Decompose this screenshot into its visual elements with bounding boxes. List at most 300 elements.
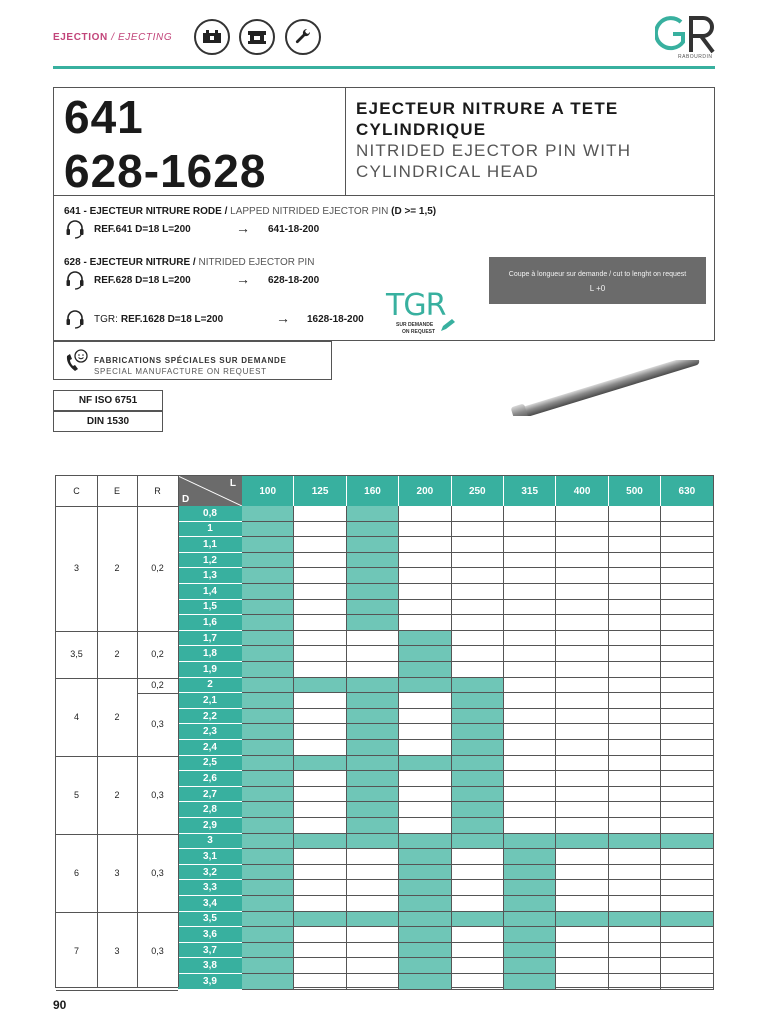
empty-cell [399, 709, 451, 725]
available-cell [347, 615, 399, 631]
empty-cell [661, 756, 713, 772]
empty-cell [556, 771, 608, 787]
diameter-cell: 3 [178, 834, 242, 850]
c-value: 4 [73, 711, 79, 722]
empty-cell [661, 724, 713, 740]
available-cell [399, 678, 451, 694]
length-header: 400 [556, 476, 607, 506]
available-cell [347, 584, 399, 600]
available-cell [504, 896, 556, 912]
empty-cell [399, 818, 451, 834]
empty-cell [556, 553, 608, 569]
empty-cell [452, 896, 504, 912]
r-value: 0,2 [151, 679, 164, 690]
available-cell [399, 943, 451, 959]
empty-cell [504, 771, 556, 787]
available-cell [347, 818, 399, 834]
empty-cell [347, 974, 399, 990]
logo-subtitle: RABOURDIN [678, 54, 713, 60]
empty-cell [452, 865, 504, 881]
empty-cell [347, 958, 399, 974]
available-cell [399, 849, 451, 865]
available-cell [242, 553, 294, 569]
empty-cell [294, 506, 346, 522]
empty-cell [399, 537, 451, 553]
empty-cell [452, 662, 504, 678]
empty-cell [556, 646, 608, 662]
empty-cell [294, 896, 346, 912]
e-value: 3 [114, 945, 120, 956]
length-header: 250 [452, 476, 503, 506]
empty-cell [504, 522, 556, 538]
empty-cell [556, 896, 608, 912]
empty-cell [661, 584, 713, 600]
product-code-2: 628-1628 [64, 145, 267, 197]
available-cell [242, 646, 294, 662]
available-cell [242, 756, 294, 772]
product-box [53, 87, 715, 341]
diameter-cell: 3,1 [178, 849, 242, 865]
special-fr: FABRICATIONS SPÉCIALES SUR DEMANDE [94, 356, 287, 365]
available-cell [347, 600, 399, 616]
available-cell [399, 662, 451, 678]
available-cell [347, 912, 399, 928]
available-cell [452, 678, 504, 694]
empty-cell [609, 896, 661, 912]
empty-cell [504, 568, 556, 584]
empty-cell [294, 522, 346, 538]
diameter-cell: 1,9 [178, 662, 242, 678]
empty-cell [294, 818, 346, 834]
empty-cell [609, 693, 661, 709]
diameter-cell: 3,3 [178, 880, 242, 896]
length-header: 125 [294, 476, 345, 506]
empty-cell [661, 537, 713, 553]
empty-cell [504, 584, 556, 600]
phone-smile-icon [64, 348, 90, 374]
pencil-icon [440, 318, 456, 332]
diameter-cell: 3,5 [178, 912, 242, 928]
length-header: 160 [347, 476, 398, 506]
available-cell [347, 537, 399, 553]
divider [178, 476, 179, 987]
available-cell [556, 912, 608, 928]
headset-icon [64, 269, 86, 291]
available-cell [242, 522, 294, 538]
empty-cell [556, 537, 608, 553]
diameter-cell: 2,9 [178, 818, 242, 834]
empty-cell [504, 506, 556, 522]
empty-cell [556, 802, 608, 818]
empty-cell [556, 600, 608, 616]
empty-cell [504, 615, 556, 631]
available-cell [347, 553, 399, 569]
diameter-cell: 2,6 [178, 771, 242, 787]
ref-1628-prefix: TGR: [94, 313, 118, 325]
tgr-sub-fr: SUR DEMANDE [396, 322, 434, 328]
empty-cell [452, 600, 504, 616]
empty-cell [661, 678, 713, 694]
available-cell [242, 662, 294, 678]
diameter-cell: 1,8 [178, 646, 242, 662]
available-cell [294, 678, 346, 694]
diameter-cell: 2,8 [178, 802, 242, 818]
empty-cell [661, 709, 713, 725]
empty-cell [504, 662, 556, 678]
empty-cell [609, 506, 661, 522]
empty-cell [661, 974, 713, 990]
available-cell [399, 646, 451, 662]
diameter-cell: 1,3 [178, 568, 242, 584]
e-value: 2 [114, 648, 120, 659]
available-cell [347, 771, 399, 787]
empty-cell [452, 522, 504, 538]
r-value: 0,3 [151, 789, 164, 800]
arrow-icon: → [236, 220, 250, 236]
empty-cell [294, 927, 346, 943]
empty-cell [452, 584, 504, 600]
ejector-pin-image [505, 360, 705, 416]
available-cell [294, 834, 346, 850]
empty-cell [661, 927, 713, 943]
available-cell [399, 880, 451, 896]
empty-cell [661, 802, 713, 818]
empty-cell [556, 678, 608, 694]
available-cell [242, 537, 294, 553]
divider [56, 990, 178, 991]
divider [137, 476, 138, 987]
available-cell [347, 522, 399, 538]
empty-cell [294, 709, 346, 725]
column-header-r: R [154, 486, 161, 496]
empty-cell [294, 615, 346, 631]
diameter-cell: 3,8 [178, 958, 242, 974]
diameter-cell: 1,7 [178, 631, 242, 647]
empty-cell [399, 506, 451, 522]
empty-cell [452, 958, 504, 974]
empty-cell [609, 615, 661, 631]
available-cell [452, 802, 504, 818]
tgr-sub-en: ON REQUEST [402, 329, 436, 335]
available-cell [347, 693, 399, 709]
dimensions-table [55, 475, 714, 988]
empty-cell [556, 787, 608, 803]
empty-cell [452, 974, 504, 990]
empty-cell [609, 662, 661, 678]
headset-icon [64, 218, 86, 240]
available-cell [242, 880, 294, 896]
available-cell [242, 600, 294, 616]
empty-cell [556, 568, 608, 584]
available-cell [609, 912, 661, 928]
empty-cell [661, 958, 713, 974]
cut-note-text: Coupe à longueur sur demande / cut to lenght on request [508, 271, 687, 278]
available-cell [399, 912, 451, 928]
empty-cell [609, 522, 661, 538]
available-cell [347, 787, 399, 803]
empty-cell [452, 506, 504, 522]
empty-cell [556, 756, 608, 772]
available-cell [242, 943, 294, 959]
length-header: 500 [609, 476, 660, 506]
r-value: 0,2 [151, 648, 164, 659]
available-cell [242, 802, 294, 818]
ref-628-spec: REF.628 D=18 L=200 [94, 274, 191, 286]
available-cell [242, 865, 294, 881]
empty-cell [347, 865, 399, 881]
corner-header [178, 476, 242, 506]
available-cell [504, 927, 556, 943]
c-value: 6 [73, 867, 79, 878]
available-cell [242, 974, 294, 990]
empty-cell [294, 787, 346, 803]
empty-cell [504, 693, 556, 709]
empty-cell [294, 537, 346, 553]
available-cell [242, 740, 294, 756]
empty-cell [347, 896, 399, 912]
product-title-cell [346, 88, 714, 196]
empty-cell [609, 553, 661, 569]
empty-cell [609, 678, 661, 694]
cut-note-tolerance: L +0 [589, 284, 606, 293]
empty-cell [661, 662, 713, 678]
e-value: 2 [114, 711, 120, 722]
empty-cell [661, 865, 713, 881]
available-cell [242, 568, 294, 584]
empty-cell [504, 678, 556, 694]
available-cell [242, 787, 294, 803]
norm-iso: NF ISO 6751 [53, 390, 163, 411]
empty-cell [661, 506, 713, 522]
empty-cell [609, 646, 661, 662]
ref-628-row [64, 269, 191, 291]
empty-cell [556, 943, 608, 959]
ref-641-spec: REF.641 D=18 L=200 [94, 223, 191, 235]
empty-cell [452, 880, 504, 896]
empty-cell [452, 568, 504, 584]
diameter-cell: 1,2 [178, 553, 242, 569]
empty-cell [609, 537, 661, 553]
cut-to-length-note [489, 257, 706, 304]
empty-cell [504, 756, 556, 772]
c-value: 5 [73, 789, 79, 800]
empty-cell [294, 724, 346, 740]
category-label [53, 32, 172, 43]
empty-cell [661, 771, 713, 787]
diameter-cell: 3,6 [178, 927, 242, 943]
available-cell [452, 912, 504, 928]
empty-cell [661, 693, 713, 709]
diameter-axis-label: D [182, 494, 190, 505]
available-cell [399, 756, 451, 772]
available-cell [452, 756, 504, 772]
empty-cell [294, 662, 346, 678]
empty-cell [347, 646, 399, 662]
empty-cell [609, 568, 661, 584]
ref-628-heading: 628 - EJECTEUR NITRURE / NITRIDED EJECTOR PIN [64, 257, 315, 268]
available-cell [452, 834, 504, 850]
r-value: 0,3 [151, 867, 164, 878]
ref-641-row [64, 218, 191, 240]
empty-cell [504, 631, 556, 647]
category-fr: EJECTION [53, 32, 108, 43]
empty-cell [609, 849, 661, 865]
wrench-icon [285, 19, 321, 55]
empty-cell [294, 646, 346, 662]
empty-cell [399, 615, 451, 631]
empty-cell [609, 756, 661, 772]
empty-cell [399, 522, 451, 538]
available-cell [504, 943, 556, 959]
empty-cell [609, 771, 661, 787]
r-value: 0,3 [151, 945, 164, 956]
empty-cell [347, 631, 399, 647]
e-value: 3 [114, 867, 120, 878]
divider [97, 476, 98, 987]
empty-cell [556, 709, 608, 725]
empty-cell [609, 709, 661, 725]
available-cell [399, 927, 451, 943]
diameter-cell: 2,5 [178, 756, 242, 772]
length-header: 100 [242, 476, 293, 506]
diameter-cell: 1,1 [178, 537, 242, 553]
product-code-1: 641 [64, 91, 144, 143]
title-fr-1: EJECTEUR NITRURE A TETE [356, 99, 619, 118]
available-cell [242, 615, 294, 631]
available-cell [242, 912, 294, 928]
empty-cell [609, 584, 661, 600]
available-cell [242, 958, 294, 974]
diameter-cell: 2,3 [178, 724, 242, 740]
available-cell [452, 709, 504, 725]
available-cell [347, 740, 399, 756]
empty-cell [661, 849, 713, 865]
available-cell [452, 787, 504, 803]
available-cell [242, 506, 294, 522]
available-cell [242, 724, 294, 740]
tgr-badge [382, 288, 458, 338]
available-cell [347, 506, 399, 522]
tgr-label: TGR [386, 288, 446, 323]
empty-cell [294, 584, 346, 600]
available-cell [399, 834, 451, 850]
available-cell [242, 771, 294, 787]
available-cell [242, 678, 294, 694]
norm-din: DIN 1530 [53, 411, 163, 432]
empty-cell [661, 896, 713, 912]
empty-cell [609, 880, 661, 896]
empty-cell [661, 818, 713, 834]
diameter-cell: 3,4 [178, 896, 242, 912]
available-cell [347, 724, 399, 740]
available-cell [504, 974, 556, 990]
empty-cell [452, 615, 504, 631]
title-en-1: NITRIDED EJECTOR PIN WITH [356, 141, 632, 160]
empty-cell [504, 724, 556, 740]
diameter-cell: 2,1 [178, 693, 242, 709]
category-en: / EJECTING [111, 32, 173, 43]
available-cell [242, 631, 294, 647]
empty-cell [609, 787, 661, 803]
empty-cell [556, 927, 608, 943]
empty-cell [399, 740, 451, 756]
length-header: 315 [504, 476, 555, 506]
available-cell [452, 818, 504, 834]
empty-cell [556, 506, 608, 522]
available-cell [242, 927, 294, 943]
empty-cell [294, 865, 346, 881]
available-cell [347, 709, 399, 725]
available-cell [242, 834, 294, 850]
available-cell [556, 834, 608, 850]
empty-cell [294, 802, 346, 818]
product-code-cell [54, 88, 346, 196]
diameter-cell: 3,7 [178, 943, 242, 959]
empty-cell [661, 787, 713, 803]
empty-cell [556, 958, 608, 974]
ref-1628-code: 1628-18-200 [307, 314, 364, 325]
empty-cell [661, 600, 713, 616]
empty-cell [452, 849, 504, 865]
empty-cell [399, 724, 451, 740]
empty-cell [452, 646, 504, 662]
empty-cell [504, 802, 556, 818]
e-value: 2 [114, 789, 120, 800]
ref-641-code: 641-18-200 [268, 224, 320, 235]
available-cell [347, 568, 399, 584]
empty-cell [609, 802, 661, 818]
available-cell [242, 709, 294, 725]
empty-cell [504, 600, 556, 616]
empty-cell [399, 568, 451, 584]
available-cell [242, 818, 294, 834]
headset-icon [64, 308, 86, 330]
available-cell [347, 678, 399, 694]
empty-cell [556, 522, 608, 538]
available-cell [452, 771, 504, 787]
empty-cell [452, 537, 504, 553]
empty-cell [452, 943, 504, 959]
available-cell [452, 724, 504, 740]
empty-cell [294, 974, 346, 990]
empty-cell [556, 974, 608, 990]
diameter-cell: 2,7 [178, 787, 242, 803]
diameter-cell: 2 [178, 678, 242, 694]
empty-cell [609, 631, 661, 647]
empty-cell [609, 865, 661, 881]
available-cell [399, 631, 451, 647]
header-rule [53, 66, 715, 69]
empty-cell [504, 740, 556, 756]
available-cell [504, 880, 556, 896]
e-value: 2 [114, 563, 120, 573]
empty-cell [661, 646, 713, 662]
available-cell [294, 912, 346, 928]
empty-cell [452, 553, 504, 569]
c-value: 3 [73, 563, 79, 573]
empty-cell [294, 693, 346, 709]
r-value: 0,3 [151, 719, 164, 730]
empty-cell [294, 958, 346, 974]
ref-1628-row [64, 308, 223, 330]
mold-plate-icon [239, 19, 275, 55]
empty-cell [452, 927, 504, 943]
available-cell [399, 896, 451, 912]
empty-cell [609, 958, 661, 974]
diameter-cell: 0,8 [178, 506, 242, 522]
empty-cell [556, 849, 608, 865]
empty-cell [399, 553, 451, 569]
